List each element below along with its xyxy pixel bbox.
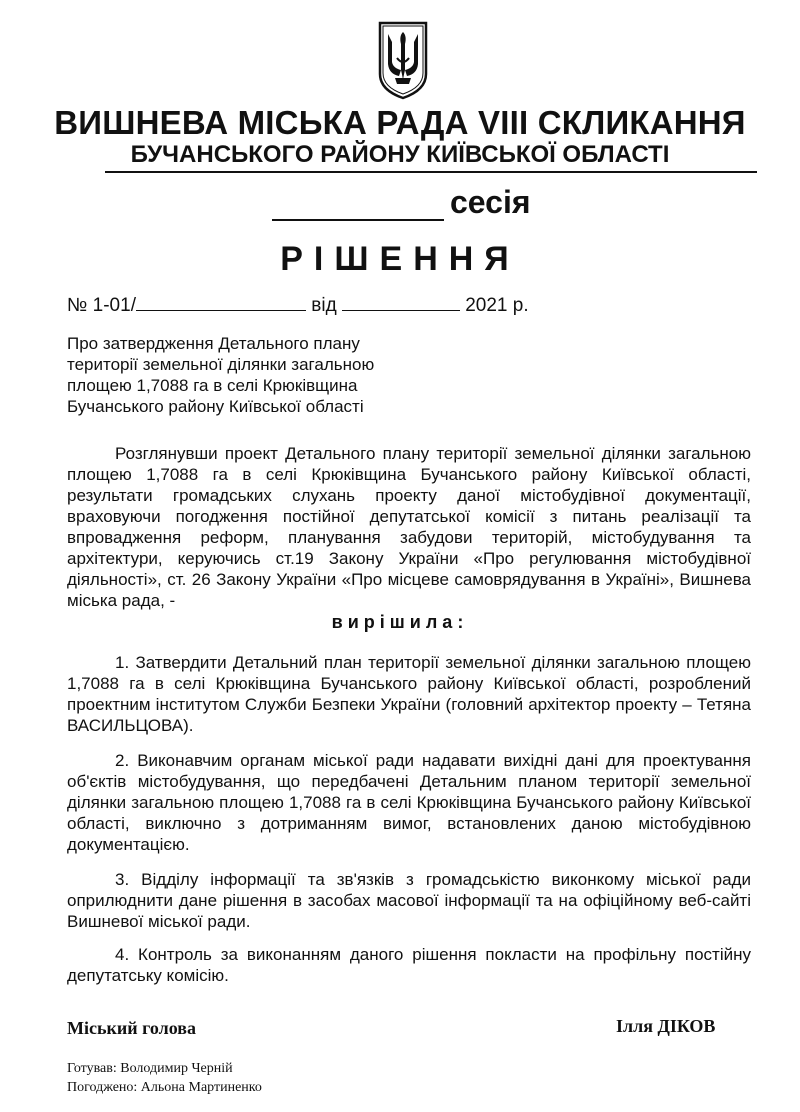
session-number-blank	[272, 189, 444, 221]
subject-line: Бучанського району Київської області	[67, 397, 364, 416]
header-divider	[105, 171, 757, 173]
subject-line: Про затвердження Детального плану	[67, 334, 360, 353]
preamble-paragraph: Розглянувши проект Детального плану території земельної ділянки загальною площею 1,7088 га в селі Крюківщина Бучанського району Київської області, результати громадських слухань проекту даної містобудівної документації, враховуючи погодження постійної депутатської комісії з питань реалізації та впровадження реформ, планування забудови територій, містобудування та архітектури, керуючись ст.19 Закону України «Про регулювання містобудівної діяльності», ст. 26 Закону України «Про місцеве самоврядування в Україні», Вишнева міська рада, -	[67, 444, 751, 610]
decision-date-label: від	[311, 295, 337, 316]
resolution-item-2: 2. Виконавчим органам міської ради надавати вихідні дані для проектування об'єктів містобудування, що передбачені Детальним планом території земельної ділянки загальною площею 1,7088 га в селі Крюківщина Бучанського району Київської області, виключно з дотриманням вимог, встановлених даною містобудівною документацією.	[67, 751, 751, 854]
resolution-item-4: 4. Контроль за виконанням даного рішення покласти на профільну постійну депутатську комісію.	[67, 945, 751, 985]
council-subtitle: БУЧАНСЬКОГО РАЙОНУ КИЇВСЬКОЇ ОБЛАСТІ	[130, 141, 670, 168]
decision-date-blank	[342, 292, 460, 311]
session-line	[272, 184, 531, 221]
resolved-heading: вирішила:	[331, 612, 469, 632]
decision-title: РІШЕННЯ	[280, 240, 520, 278]
decision-year: 2021 р.	[465, 295, 529, 316]
prepared-by: Готував: Володимир Черній	[67, 1061, 233, 1076]
decision-number-prefix: № 1-01/	[67, 295, 136, 316]
resolution-item-3: 3. Відділу інформації та зв'язків з громадськістю виконкому міської ради оприлюднити дане рішення в засобах масової інформації та на офіційному веб-сайті Вишневої міської ради.	[67, 870, 751, 931]
signer-role: Міський голова	[67, 1018, 196, 1038]
decision-number-line	[67, 292, 529, 317]
resolution-item-1: 1. Затвердити Детальний план території земельної ділянки загальною площею 1,7088 га в селі Крюківщина Бучанського району Київської області, розроблений проектним інститутом Служби Безпеки України (головний архітектор проекту – Тетяна ВАСИЛЬЦОВА).	[67, 653, 751, 735]
agreed-by: Погоджено: Альона Мартиненко	[67, 1080, 262, 1095]
subject-line: території земельної ділянки загальною	[67, 355, 375, 374]
trident-emblem-icon	[377, 20, 429, 100]
decision-number-blank	[136, 292, 306, 311]
signer-name: Ілля ДІКОВ	[616, 1016, 716, 1036]
subject-line: площею 1,7088 га в селі Крюківщина	[67, 376, 358, 395]
session-label: сесія	[450, 184, 531, 220]
council-title: ВИШНЕВА МІСЬКА РАДА VІІІ СКЛИКАННЯ	[54, 104, 746, 141]
decision-subject	[67, 333, 374, 417]
